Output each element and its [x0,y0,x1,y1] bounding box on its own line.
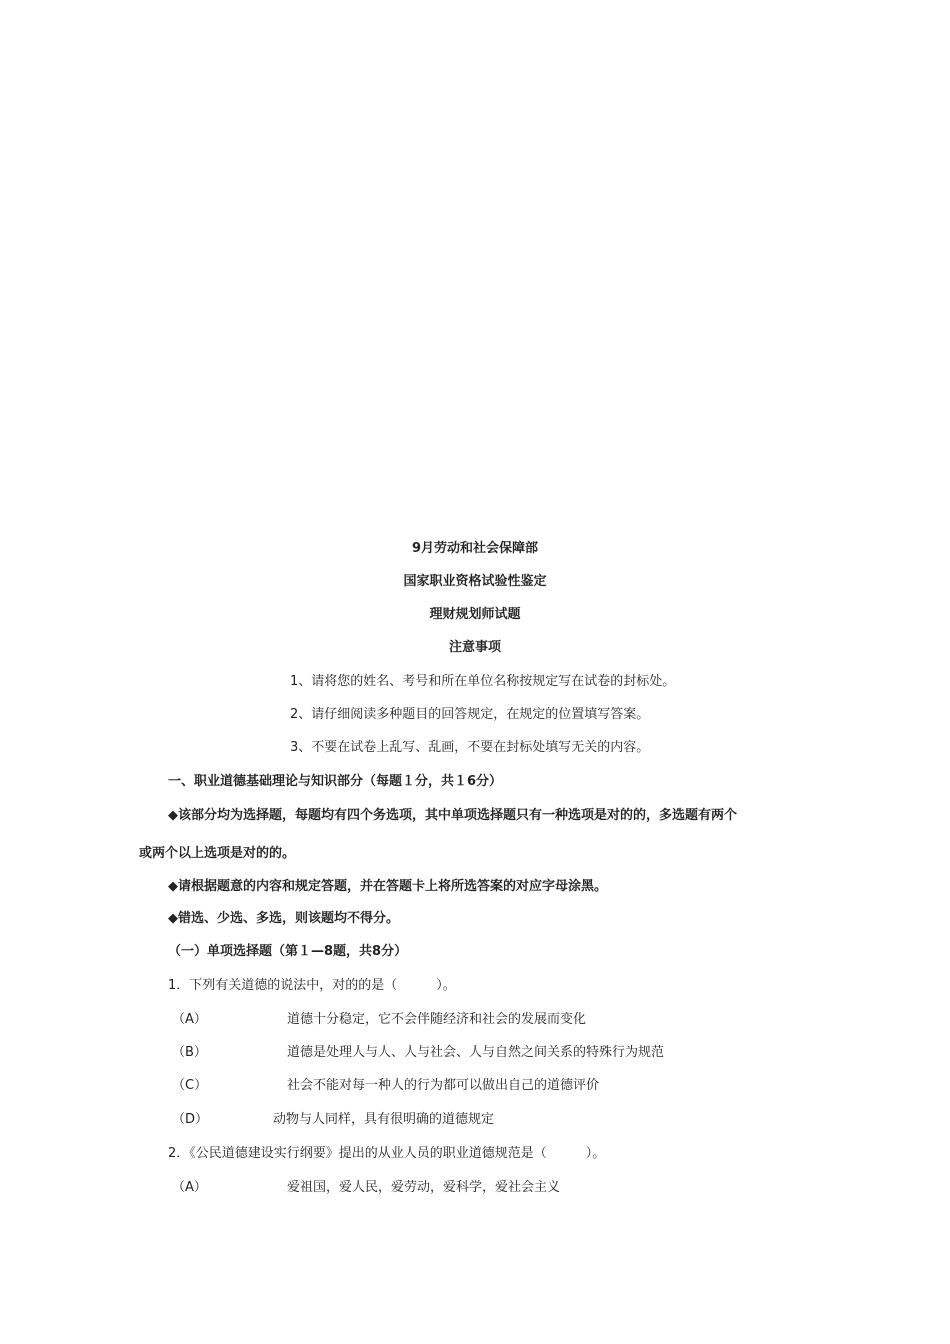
section-rule-3: ◆错选、少选、多选，则该题均不得分。 [168,911,399,926]
section-title: 一、职业道德基础理论与知识部分（每题１分，共１6分） [168,774,503,789]
subsection-title: （一）单项选择题（第１—8题，共8分） [168,944,408,959]
notice-title: 注意事项 [448,640,501,655]
question-1-stem: 1．下列有关道德的说法中，对的的是（ ）。 [168,978,456,993]
section-rule-2: ◆请根据题意的内容和规定答题，并在答题卡上将所选答案的对应字母涂黑。 [168,879,607,894]
question-1-option-c-text: 社会不能对每一种人的行为都可以做出自己的道德评价 [287,1078,600,1093]
title-appraisal: 国家职业资格试验性鉴定 [403,574,547,589]
title-exam: 理财规划师试题 [429,607,521,622]
question-2-stem: 2．《公民道德建设实行纲要》提出的从业人员的职业道德规范是（ ）。 [168,1146,606,1161]
question-1-option-d-text: 动物与人同样，具有很明确的道德规定 [273,1112,495,1127]
question-1-option-b-text: 道德是处理人与人、人与社会、人与自然之间关系的特殊行为规范 [287,1045,665,1060]
section-rule-1a: ◆该部分均为选择题，每题均有四个务选项，其中单项选择题只有一种选项是对的的，多选题有两个 [168,808,737,823]
title-ministry: 9月劳动和社会保障部 [411,541,539,556]
question-1-option-d-label: （D） [172,1112,209,1127]
question-1-option-b-label: （B） [172,1045,207,1060]
question-1-option-a-text: 道德十分稳定，它不会伴随经济和社会的发展而变化 [287,1012,587,1027]
notice-item-3: 3、不要在试卷上乱写、乱画，不要在封标处填写无关的内容。 [290,740,650,755]
notice-item-2: 2、请仔细阅读多种题目的回答规定，在规定的位置填写答案。 [290,707,650,722]
question-2-option-a-label: （A） [172,1180,207,1195]
question-2-option-a-text: 爱祖国，爱人民，爱劳动，爱科学，爱社会主义 [287,1180,561,1195]
question-1-option-c-label: （C） [172,1078,208,1093]
notice-item-1: 1、请将您的姓名、考号和所在单位名称按规定写在试卷的封标处。 [290,674,676,689]
section-rule-1b: 或两个以上选项是对的的。 [139,846,296,861]
question-1-option-a-label: （A） [172,1012,207,1027]
